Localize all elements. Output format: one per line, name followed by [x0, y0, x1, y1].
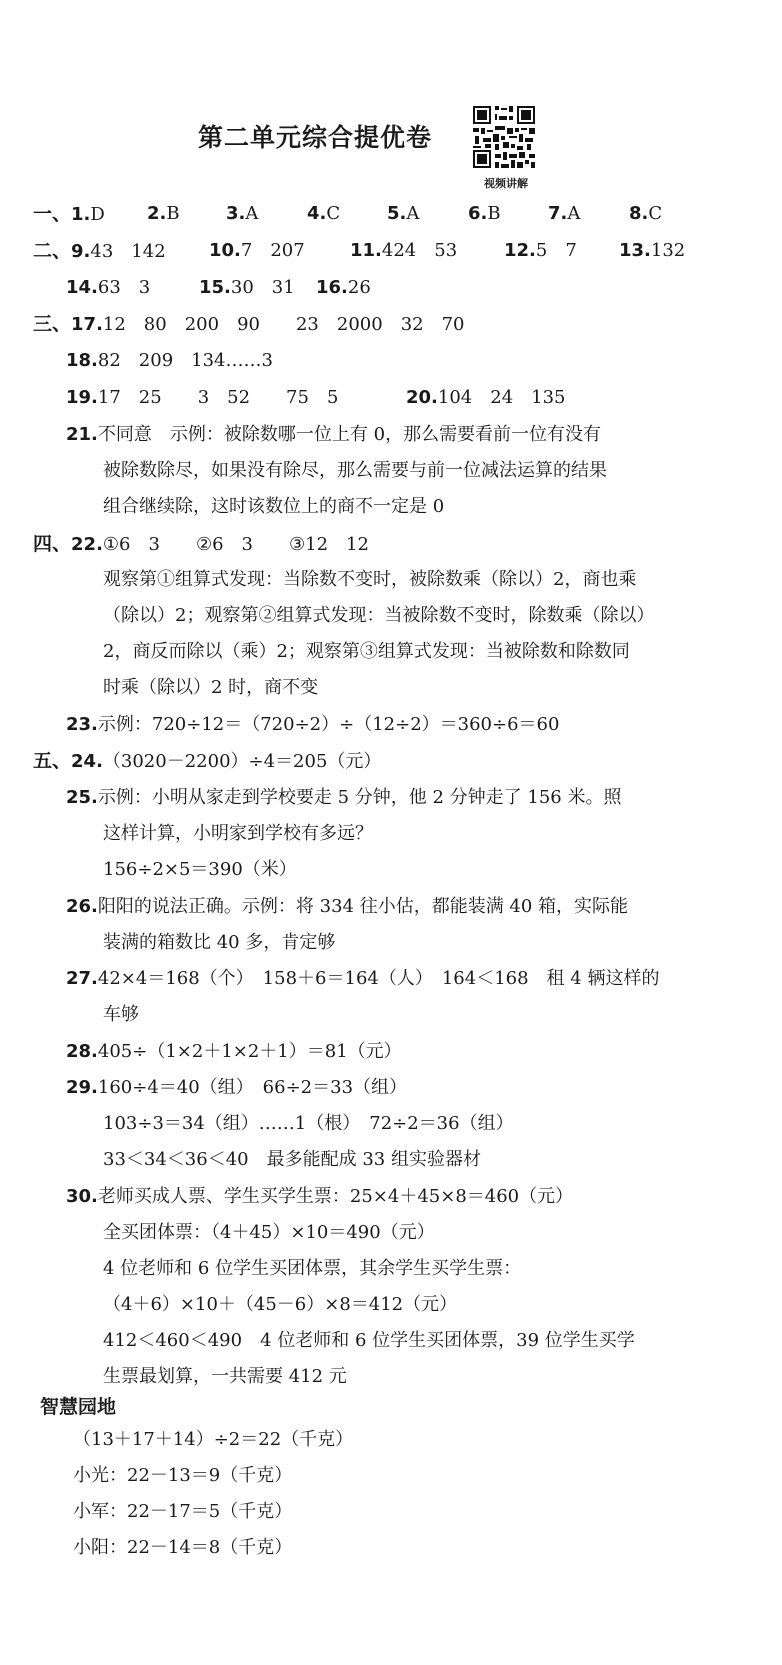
qr-code-icon[interactable] — [471, 104, 537, 170]
q30-line-1 — [66, 1185, 573, 1209]
q30-line-5: 412＜460＜490 4 位老师和 6 位学生买团体票，39 位学生买学 — [103, 1330, 635, 1351]
q6 — [468, 202, 501, 226]
q23-number: 23. — [66, 714, 98, 735]
q25-line-3: 156÷2×5＝390（米） — [103, 859, 297, 880]
q25-line-1 — [66, 786, 621, 810]
q22-line-2: （除以）2；观察第②组算式发现：当被除数不变时，除数乘（除以） — [103, 605, 655, 626]
q29-text: 160÷4＝40（组） 66÷2＝33（组） — [97, 1077, 408, 1098]
q8-answer: C — [648, 203, 663, 224]
q14-number: 14. — [66, 277, 98, 298]
q18-number: 18. — [66, 350, 98, 371]
q21-line-1 — [66, 423, 601, 447]
q27-number: 27. — [66, 968, 98, 989]
q2 — [147, 202, 180, 226]
q5-answer: A — [406, 203, 420, 224]
q12-number: 12. — [504, 240, 536, 261]
q8-number: 8. — [629, 203, 649, 224]
q28-number: 28. — [66, 1041, 98, 1062]
q9-number: 9. — [71, 241, 91, 262]
q30-number: 30. — [66, 1186, 98, 1207]
q7-answer: A — [567, 203, 581, 224]
q26-text: 阳阳的说法正确。示例：将 334 往小估，都能装满 40 箱，实际能 — [97, 896, 629, 917]
q29-line-3: 33＜34＜36＜40 最多能配成 33 组实验器材 — [103, 1149, 481, 1170]
q27-text: 42×4＝168（个） 158＋6＝164（人） 164＜168 租 4 辆这样的 — [97, 968, 660, 989]
q12 — [504, 239, 577, 263]
q2-answer: B — [166, 203, 180, 224]
q9-answer: 43 142 — [90, 241, 166, 262]
q21-line-3: 组合继续除，这时该数位上的商不一定是 0 — [103, 496, 445, 517]
q4 — [307, 202, 340, 226]
wisdom-line-2: 小光：22－13＝9（千克） — [73, 1465, 293, 1486]
q22-line-4: 时乘（除以）2 时，商不变 — [103, 677, 319, 698]
section1-row — [33, 202, 105, 227]
q22-number: 22. — [71, 534, 103, 555]
q11-number: 11. — [350, 240, 382, 261]
q21-text: 不同意 示例：被除数哪一位上有 0，那么需要看前一位有没有 — [97, 424, 602, 445]
section2-marker: 二、 — [33, 240, 72, 262]
q6-answer: B — [487, 203, 501, 224]
q4-number: 4. — [307, 203, 327, 224]
q1-number: 1. — [71, 204, 91, 225]
q13 — [619, 239, 685, 263]
q20 — [406, 386, 566, 410]
q4-answer: C — [326, 203, 341, 224]
q8 — [629, 202, 662, 226]
q21-line-2: 被除数除尽，如果没有除尽，那么需要与前一位减法运算的结果 — [103, 460, 607, 481]
q24-number: 24. — [71, 751, 103, 772]
q19 — [66, 386, 338, 410]
wisdom-line-1: （13＋17＋14）÷2＝22（千克） — [73, 1429, 354, 1450]
q16-number: 16. — [316, 277, 348, 298]
q23 — [66, 713, 559, 737]
q29-number: 29. — [66, 1077, 98, 1098]
q24 — [33, 749, 381, 774]
q1-answer: D — [90, 204, 105, 225]
section1-marker: 一、 — [33, 203, 72, 225]
q22-answer: ①6 3 ②6 3 ③12 12 — [102, 534, 369, 555]
q20-answer: 104 24 135 — [437, 387, 566, 408]
q3 — [226, 202, 258, 226]
q20-number: 20. — [406, 387, 438, 408]
wisdom-line-3: 小军：22－17＝5（千克） — [73, 1501, 293, 1522]
section4-marker: 四、 — [33, 533, 72, 555]
section3-marker: 三、 — [33, 313, 72, 335]
q18-answer: 82 209 134……3 — [97, 350, 273, 371]
q23-answer: 示例：720÷12＝（720÷2）÷（12÷2）＝360÷6＝60 — [97, 714, 560, 735]
q27-line-2: 车够 — [103, 1004, 139, 1025]
q10-answer: 7 207 — [240, 240, 305, 261]
q5 — [387, 202, 419, 226]
wisdom-line-4: 小阳：22－14＝8（千克） — [73, 1537, 293, 1558]
page-title: 第二单元综合提优卷 — [198, 123, 433, 152]
q11-answer: 424 53 — [381, 240, 458, 261]
q29-line-1 — [66, 1076, 407, 1100]
q12-answer: 5 7 — [535, 240, 577, 261]
q17-answer: 12 80 200 90 23 2000 32 70 — [102, 314, 465, 335]
q25-line-2: 这样计算，小明家到学校有多远？ — [103, 823, 373, 844]
q11 — [350, 239, 457, 263]
q10-number: 10. — [209, 240, 241, 261]
q13-number: 13. — [619, 240, 651, 261]
q15 — [199, 276, 295, 300]
q30-line-6: 生票最划算，一共需要 412 元 — [103, 1366, 347, 1387]
q14 — [66, 276, 150, 300]
q16 — [316, 276, 371, 300]
q17 — [33, 312, 465, 337]
q30-line-2: 全买团体票：（4＋45）×10＝490（元） — [103, 1222, 435, 1243]
q2-number: 2. — [147, 203, 167, 224]
q13-answer: 132 — [650, 240, 686, 261]
q22-line-3: 2，商反而除以（乘）2；观察第③组算式发现：当被除数和除数同 — [103, 641, 630, 662]
q19-number: 19. — [66, 387, 98, 408]
q19-answer: 17 25 3 52 75 5 — [97, 387, 339, 408]
q10 — [209, 239, 305, 263]
q15-answer: 30 31 — [230, 277, 295, 298]
q22-line-1: 观察第①组算式发现：当除数不变时，被除数乘（除以）2，商也乘 — [103, 569, 637, 590]
q30-line-4: （4＋6）×10＋（45－6）×8＝412（元） — [103, 1294, 458, 1315]
q7-number: 7. — [548, 203, 568, 224]
q28-answer: 405÷（1×2＋1×2＋1）＝81（元） — [97, 1041, 402, 1062]
q28 — [66, 1040, 402, 1064]
q3-number: 3. — [226, 203, 246, 224]
q30-line-3: 4 位老师和 6 位学生买团体票，其余学生买学生票： — [103, 1258, 522, 1279]
q30-text: 老师买成人票、学生买学生票：25×4＋45×8＝460（元） — [97, 1186, 574, 1207]
q16-answer: 26 — [347, 277, 371, 298]
q26-line-2: 装满的箱数比 40 多，肯定够 — [103, 932, 336, 953]
q15-number: 15. — [199, 277, 231, 298]
q26-number: 26. — [66, 896, 98, 917]
q7 — [548, 202, 580, 226]
q25-text: 示例：小明从家走到学校要走 5 分钟，他 2 分钟走了 156 米。照 — [97, 787, 622, 808]
q25-number: 25. — [66, 787, 98, 808]
q17-number: 17. — [71, 314, 103, 335]
q29-line-2: 103÷3＝34（组）……1（根） 72÷2＝36（组） — [103, 1113, 514, 1134]
q5-number: 5. — [387, 203, 407, 224]
q24-answer: （3020－2200）÷4＝205（元） — [102, 751, 382, 772]
q21-number: 21. — [66, 424, 98, 445]
q9 — [33, 239, 166, 264]
q18 — [66, 349, 273, 373]
q3-answer: A — [245, 203, 259, 224]
q26-line-1 — [66, 895, 628, 919]
qr-caption: 视频讲解 — [484, 177, 528, 190]
wisdom-heading: 智慧园地 — [40, 1396, 117, 1418]
section5-marker: 五、 — [33, 750, 72, 772]
q27-line-1 — [66, 967, 659, 991]
q22 — [33, 532, 369, 557]
q14-answer: 63 3 — [97, 277, 151, 298]
q6-number: 6. — [468, 203, 488, 224]
